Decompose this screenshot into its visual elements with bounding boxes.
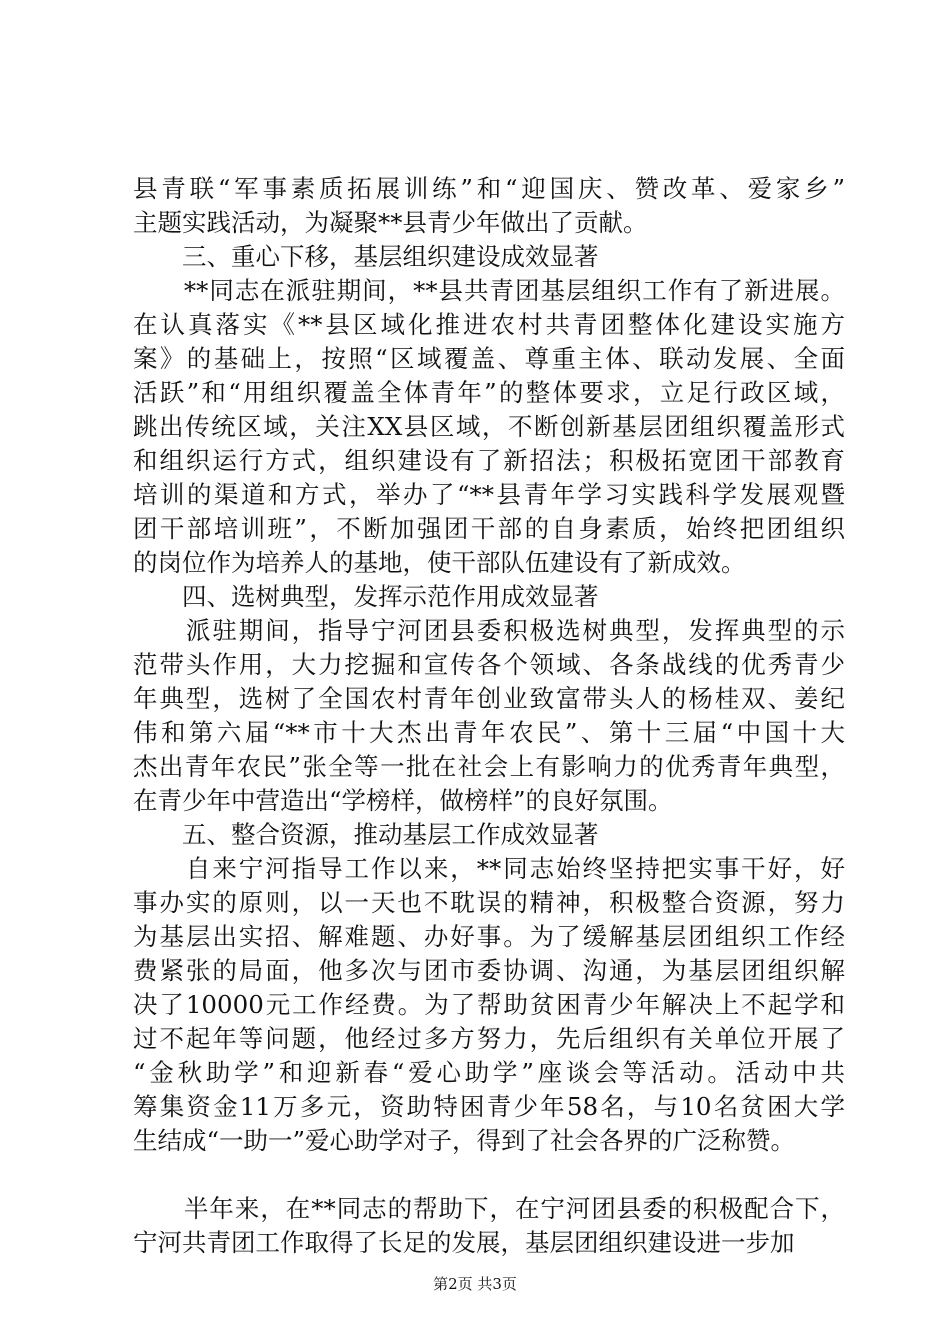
text-line: 跳出传统区域，关注XX县区域，不断创新基层团组织覆盖形式 [133, 412, 845, 441]
text-line: 五、整合资源，推动基层工作成效显著 [133, 820, 599, 849]
text-line: 的岗位作为培养人的基地，使干部队伍建设有了新成效。 [133, 548, 746, 577]
text-line: **同志在派驻期间，**县共青团基层组织工作有了新进展。 [133, 276, 845, 305]
paragraph [133, 172, 845, 240]
text-line: 费紧张的局面，他多次与团市委协调、沟通，为基层团组织解 [133, 956, 845, 985]
text-line: 案》的基础上，按照“区域覆盖、尊重主体、联动发展、全面 [133, 344, 845, 373]
text-line: 三、重心下移，基层组织建设成效显著 [133, 242, 599, 271]
paragraph [133, 1192, 845, 1260]
text-line: 团干部培训班”，不断加强团干部的自身素质，始终把团组织 [133, 514, 845, 543]
text-line: 四、选树典型，发挥示范作用成效显著 [133, 582, 599, 611]
paragraph [133, 274, 845, 580]
text-line: 和组织运行方式，组织建设有了新招法；积极拓宽团干部教育 [133, 446, 845, 475]
text-line: 为基层出实招、解难题、办好事。为了缓解基层团组织工作经 [133, 922, 845, 951]
text-line: 杰出青年农民”张全等一批在社会上有影响力的优秀青年典型， [133, 752, 845, 781]
paragraph [133, 614, 845, 818]
text-line: 宁河共青团工作取得了长足的发展，基层团组织建设进一步加 [133, 1228, 795, 1257]
text-line: “金秋助学”和迎新春“爱心助学”座谈会等活动。活动中共 [133, 1058, 845, 1087]
text-line: 在青少年中营造出“学榜样，做榜样”的良好氛围。 [133, 786, 673, 815]
text-line: 培训的渠道和方式，举办了“**县青年学习实践科学发展观暨 [133, 480, 845, 509]
text-line: 自来宁河指导工作以来，**同志始终坚持把实事干好，好 [133, 854, 845, 883]
text-line: 事办实的原则，以一天也不耽误的精神，积极整合资源，努力 [133, 888, 845, 917]
text-line: 年典型，选树了全国农村青年创业致富带头人的杨桂双、姜纪 [133, 684, 845, 713]
document-body [133, 172, 845, 1260]
text-line: 主题实践活动，为凝聚**县青少年做出了贡献。 [133, 208, 648, 237]
section-heading [133, 818, 845, 852]
text-line: 半年来，在**同志的帮助下，在宁河团县委的积极配合下， [133, 1194, 845, 1223]
section-heading [133, 240, 845, 274]
text-line: 决了10000元工作经费。为了帮助贫困青少年解决上不起学和 [133, 990, 845, 1019]
text-line: 活跃”和“用组织覆盖全体青年”的整体要求，立足行政区域， [133, 378, 845, 407]
text-line: 伟和第六届“**市十大杰出青年农民”、第十三届“中国十大 [133, 718, 845, 747]
text-line: 县青联“军事素质拓展训练”和“迎国庆、赞改革、爱家乡” [133, 174, 845, 203]
text-line: 派驻期间，指导宁河团县委积极选树典型，发挥典型的示 [133, 616, 845, 645]
paragraph [133, 852, 845, 1158]
text-line: 过不起年等问题，他经过多方努力，先后组织有关单位开展了 [133, 1024, 845, 1053]
text-line: 范带头作用，大力挖掘和宣传各个领域、各条战线的优秀青少 [133, 650, 845, 679]
paragraph-gap [133, 1158, 845, 1192]
page-footer: 第2页 共3页 [433, 1275, 517, 1293]
section-heading [133, 580, 845, 614]
text-line: 筹集资金11万多元，资助特困青少年58名，与10名贫困大学 [133, 1092, 845, 1121]
text-line: 在认真落实《**县区域化推进农村共青团整体化建设实施方 [133, 310, 845, 339]
text-line: 生结成“一助一”爱心助学对子，得到了社会各界的广泛称赞。 [133, 1126, 796, 1155]
